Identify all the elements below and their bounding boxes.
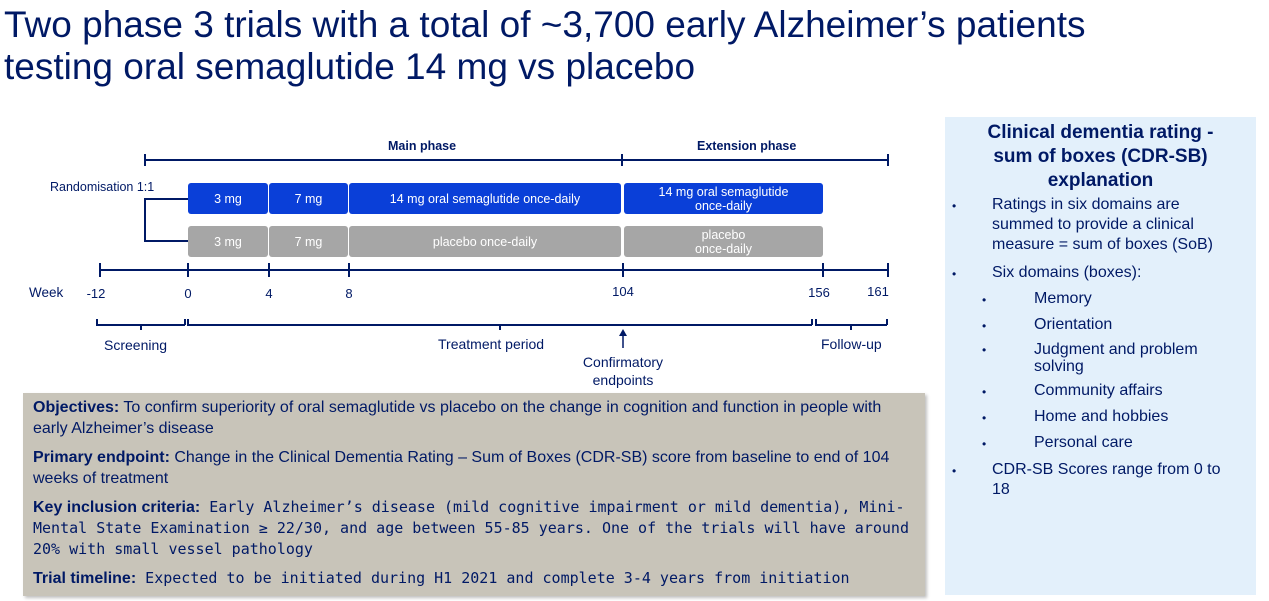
bullet-icon: • [982, 319, 987, 333]
inclusion-criteria-key: Key inclusion criteria: [33, 499, 201, 516]
trial-timeline-paragraph [33, 568, 915, 589]
treatment-period-label: Treatment period [438, 336, 545, 352]
followup-bracket [886, 319, 888, 325]
placebo-dose-7mg: 7 mg [269, 226, 348, 257]
phase-tick [887, 154, 889, 166]
confirmatory-endpoints-label: Confirmatory endpoints [582, 354, 664, 388]
domain-item [945, 289, 1256, 309]
panel-bullet-text: Ratings in six domains are summed to provide a clinical measure = sum of boxes (SoB) [992, 196, 1213, 253]
objectives-key: Objectives: [33, 399, 120, 416]
followup-label: Follow-up [821, 336, 882, 352]
week-tick [887, 263, 889, 277]
panel-bullet-text: Six domains (boxes): [992, 264, 1142, 281]
placebo-extension-bar: placebo once-daily [624, 226, 823, 257]
confirmatory-arrow-icon [615, 329, 631, 349]
main-phase-label: Main phase [388, 139, 457, 153]
screening-bracket [184, 319, 186, 325]
bullet-icon: • [982, 437, 987, 451]
screening-bracket [140, 324, 142, 330]
week-label: Week [29, 285, 64, 300]
panel-title: Clinical dementia rating - sum of boxes (CDR-SB) explanation [987, 122, 1214, 191]
trial-design-diagram [0, 0, 940, 395]
phase-header-line [144, 159, 889, 161]
randomisation-branch [144, 198, 146, 242]
primary-endpoint-key: Primary endpoint: [33, 449, 170, 466]
inclusion-criteria-text: Early Alzheimer’s disease (mild cognitive impairment or mild dementia), Mini-Mental State Examination ≥ 22/30, and age between 55-85 years. One of the trials will have around 20% with small vessel pathology [33, 498, 909, 558]
week-tick [348, 263, 350, 277]
placebo-main-bar: placebo once-daily [349, 226, 621, 257]
domain-label: Judgment and problem solving [1034, 341, 1198, 375]
bullet-icon: • [982, 293, 987, 307]
domain-item [945, 407, 1256, 427]
week-tick [99, 263, 101, 277]
treatment-bracket [811, 319, 813, 325]
bullet-icon: • [982, 411, 987, 425]
primary-endpoint-paragraph [33, 447, 915, 489]
week-axis [99, 269, 889, 271]
bullet-icon: • [952, 464, 957, 478]
domain-item [945, 433, 1256, 453]
week-tick-label: 0 [184, 286, 192, 301]
active-dose-7mg: 7 mg [269, 183, 348, 214]
week-tick-label: 104 [612, 284, 634, 299]
trial-timeline-text: Expected to be initiated during H1 2021 and complete 3-4 years from initiation [136, 569, 850, 587]
week-tick-label: 156 [808, 285, 830, 300]
objectives-paragraph [33, 397, 915, 439]
panel-bullet [945, 195, 1256, 255]
trial-timeline-key: Trial timeline: [33, 570, 137, 587]
active-extension-bar: 14 mg oral semaglutide once-daily [624, 183, 823, 214]
treatment-bracket [499, 324, 501, 330]
bullet-icon: • [982, 343, 987, 357]
week-tick-label: -12 [86, 286, 106, 301]
domain-label: Orientation [1034, 316, 1113, 333]
randomisation-label: Randomisation 1:1 [50, 180, 155, 194]
week-tick-label: 4 [265, 286, 273, 301]
week-tick [822, 263, 824, 277]
randomisation-branch [144, 240, 188, 242]
placebo-dose-3mg: 3 mg [188, 226, 268, 257]
domain-label: Home and hobbies [1034, 408, 1169, 425]
week-tick [622, 263, 624, 277]
bullet-icon: • [952, 267, 957, 281]
week-tick-label: 8 [345, 286, 353, 301]
bullet-icon: • [952, 199, 957, 213]
screening-label: Screening [104, 337, 168, 353]
week-tick-label: 161 [867, 284, 889, 299]
active-main-bar: 14 mg oral semaglutide once-daily [349, 183, 621, 214]
panel-bullet [945, 263, 1256, 283]
phase-tick [144, 154, 146, 166]
objectives-text: To confirm superiority of oral semaglutide vs placebo on the change in cognition and function in people with early Alzheimer’s disease [33, 399, 882, 437]
week-tick [268, 263, 270, 277]
panel-bullet [945, 460, 1256, 500]
treatment-bracket [187, 319, 189, 325]
domain-label: Personal care [1034, 434, 1133, 451]
domain-item [945, 315, 1256, 335]
phase-tick [621, 154, 623, 166]
randomisation-branch [144, 198, 188, 200]
cdr-sb-panel [945, 117, 1256, 595]
domain-item [945, 341, 1256, 375]
primary-endpoint-text: Change in the Clinical Dementia Rating – Sum of Boxes (CDR-SB) score from baseline to end of 104 weeks of treatment [33, 449, 890, 487]
domain-item [945, 381, 1256, 401]
domain-label: Community affairs [1034, 382, 1163, 399]
domain-list [945, 289, 1256, 453]
inclusion-criteria-paragraph [33, 497, 915, 560]
title-line-1: Two phase 3 trials with a total of ~3,700 early Alzheimer’s patients [4, 4, 1086, 45]
week-tick [187, 263, 189, 277]
followup-bracket [850, 324, 852, 330]
bullet-icon: • [982, 385, 987, 399]
objectives-box [23, 393, 925, 596]
panel-bullet-text: CDR-SB Scores range from 0 to 18 [992, 461, 1221, 498]
active-dose-3mg: 3 mg [188, 183, 268, 214]
title-line-2: testing oral semaglutide 14 mg vs placebo [4, 46, 696, 87]
followup-bracket [815, 319, 817, 325]
extension-phase-label: Extension phase [697, 139, 797, 153]
domain-label: Memory [1034, 290, 1092, 307]
screening-bracket [96, 319, 98, 325]
